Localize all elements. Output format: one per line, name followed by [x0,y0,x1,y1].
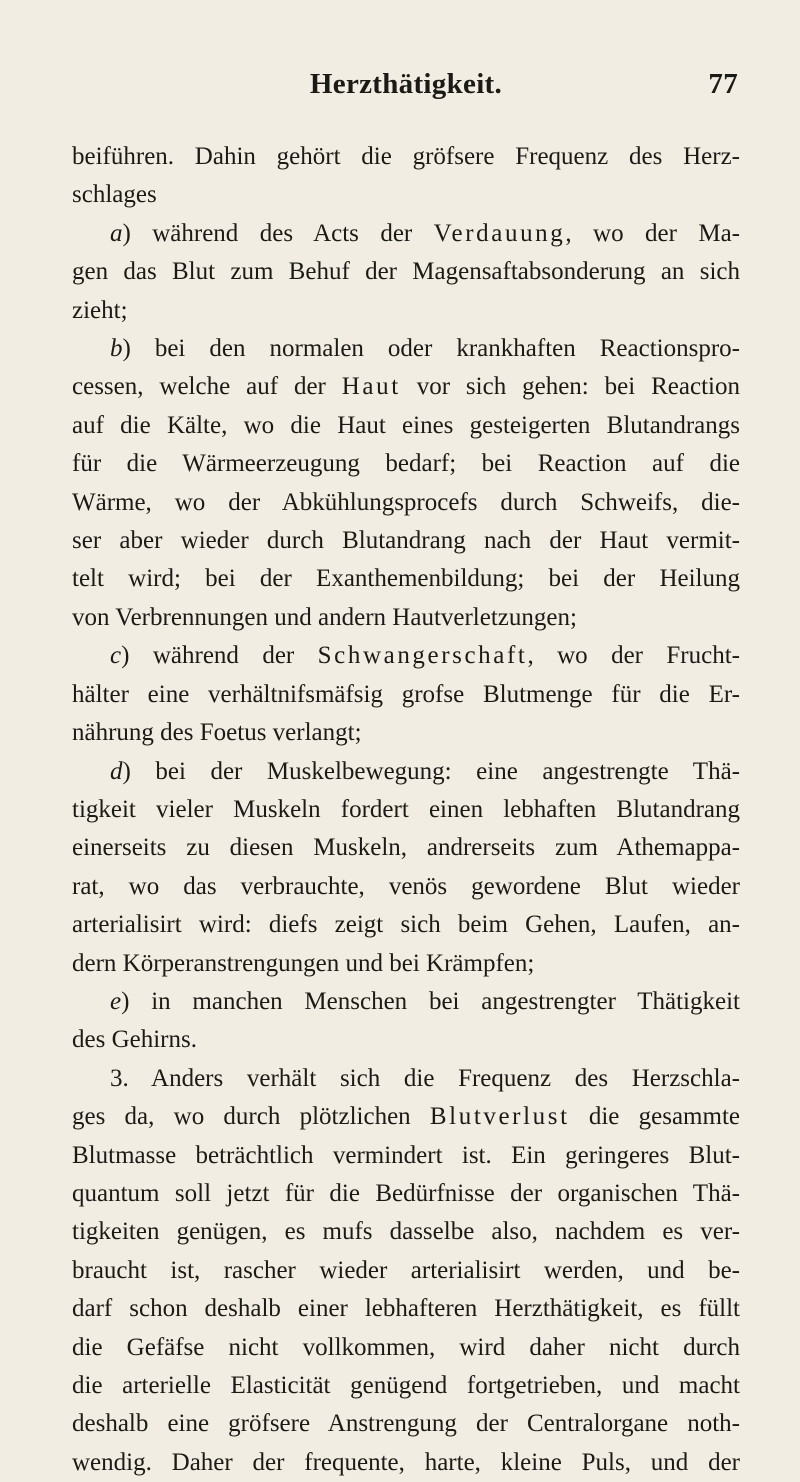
text-line [72,407,740,445]
text-segment: ser aber wieder durch Blutandrang nach der Haut vermit- [72,527,740,555]
text-segment: quantum soll jetzt für die Bedürfnisse der organischen Thä- [72,1179,740,1207]
list-item-marker: d [110,757,123,785]
text-segment: braucht ist, rascher wieder arterialisirt werden, und be- [72,1256,740,1284]
text-line [72,1367,740,1405]
running-title: Herzthätigkeit. [309,68,503,100]
text-segment: Wärme, wo der Abkühlungsprocefs durch Schweifs, die- [72,488,740,516]
text-segment: cessen, welche auf der [72,373,342,401]
text-line [72,1175,740,1213]
emphasized-term: Haut [341,373,401,401]
text-segment: Blutmasse beträchtlich vermindert ist. Ein geringeres Blut- [72,1141,740,1169]
text-segment: auf die Kälte, wo die Haut eines gesteigerten Blutandrangs [72,411,740,439]
text-segment: ) während des Acts der [122,219,434,247]
body-text [72,138,740,1482]
text-segment: einerseits zu diesen Muskeln, andrerseits zum Athemappa- [72,834,740,862]
text-line [72,676,740,714]
text-segment: gen das Blut zum Behuf der Magensaftabsonderung an sich [72,258,740,286]
text-segment: , wo der Frucht- [527,642,740,670]
text-segment: von Verbrennungen und andern Hautverletzungen; [72,603,577,631]
text-line [72,637,740,675]
text-line [72,330,740,368]
text-line [72,1098,740,1136]
page-number: 77 [708,68,738,100]
text-line [72,1137,740,1175]
text-line [72,1213,740,1251]
text-segment: tigkeit vieler Muskeln fordert einen lebhaften Blutandrang [72,795,740,823]
text-line [72,292,740,330]
text-line [72,1405,740,1443]
text-line [72,868,740,906]
text-segment: vor sich gehen: bei Reaction [400,373,740,401]
text-segment: , wo der Ma- [565,219,740,247]
text-line [72,522,740,560]
text-line [72,1060,740,1098]
emphasized-term: Verdauung [433,219,566,247]
text-segment: beiführen. Dahin gehört die gröfsere Frequenz des Herz- [72,143,740,170]
text-line [72,753,740,791]
list-item-marker: a [110,219,123,247]
text-segment: darf schon deshalb einer lebhafteren Herzthätigkeit, es füllt [72,1295,740,1323]
page-header [72,68,740,112]
text-line [72,215,740,253]
text-segment: schlages [72,181,157,209]
text-line [72,253,740,291]
text-segment: tigkeiten genügen, es mufs dasselbe also, nachdem es ver- [72,1218,740,1246]
text-segment: die arterielle Elasticität genügend fortgetrieben, und macht [72,1372,740,1399]
text-line [72,445,740,483]
text-line [72,1290,740,1328]
text-segment: hälter eine verhältnifsmäfsig grofse Blutmenge für die Er- [72,680,740,708]
list-item-marker: e [110,987,122,1015]
text-segment: dern Körperanstrengungen und bei Krämpfen; [72,949,535,977]
text-segment: 3. Anders verhält sich die Frequenz des Herzschla- [110,1064,740,1092]
text-line [72,829,740,867]
text-line [72,1021,740,1059]
text-segment: wendig. Daher der frequente, harte, kleine Puls, und der [72,1448,740,1476]
text-line [72,176,740,214]
list-item-marker: c [110,642,122,670]
text-segment: ges da, wo durch plötzlichen [72,1103,430,1131]
text-segment: nährung des Foetus verlangt; [72,719,362,747]
text-segment: des Gehirns. [72,1026,197,1054]
text-segment: ) in manchen Menschen bei angestrengter Thätigkeit [121,987,740,1015]
text-line [72,560,740,598]
text-line [72,983,740,1021]
text-segment: ) bei der Muskelbewegung: eine angestrengte Thä- [122,757,740,785]
text-line [72,1329,740,1367]
list-item-marker: b [110,335,123,363]
text-line [72,368,740,406]
text-segment: deshalb eine gröfsere Anstrengung der Centralorgane noth- [72,1410,740,1438]
text-segment: für die Wärmeerzeugung bedarf; bei Reaction auf die [72,450,740,478]
text-segment: ) während der [121,642,318,670]
emphasized-term: Blutverlust [429,1103,570,1131]
text-line [72,714,740,752]
text-line [72,138,740,176]
text-line [72,945,740,983]
text-segment: telt wird; bei der Exanthemenbildung; bei der Heilung [72,565,740,593]
text-segment: rat, wo das verbrauchte, venös gewordene Blut wieder [72,872,740,900]
text-segment: die Gefäfse nicht vollkommen, wird daher nicht durch [72,1333,740,1361]
text-line [72,791,740,829]
text-segment: ) bei den normalen oder krankhaften Reactionspro- [122,335,740,363]
text-line [72,599,740,637]
text-segment: die gesammte [569,1103,740,1131]
emphasized-term: Schwangerschaft [317,642,528,670]
text-line [72,1252,740,1290]
text-line [72,484,740,522]
text-line [72,906,740,944]
text-segment: zieht; [72,296,128,324]
text-segment: arterialisirt wird: diefs zeigt sich beim Gehen, Laufen, an- [72,911,740,939]
text-line [72,1444,740,1482]
